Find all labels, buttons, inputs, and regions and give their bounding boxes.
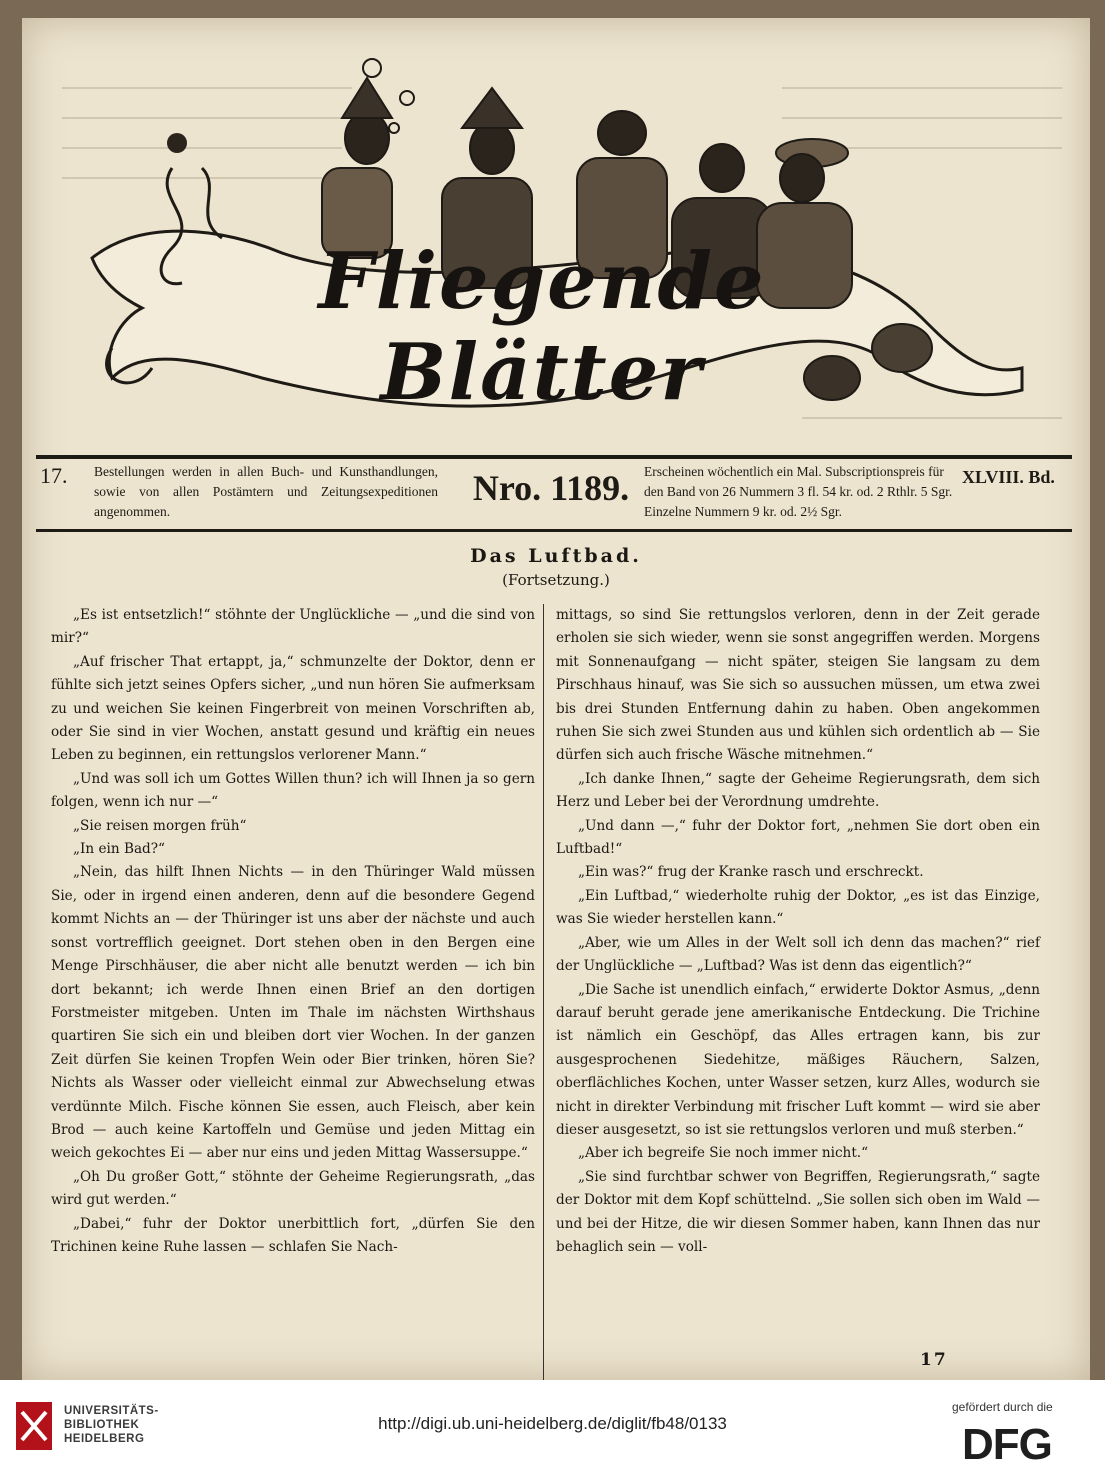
paragraph: „Es ist entsetzlich!“ stöhnte der Unglückliche — „und die sind von mir?“ xyxy=(51,607,535,647)
issue-number: Nro. 1189. xyxy=(472,468,630,508)
paragraph: „Nein, das hilft Ihnen Nichts — in den Thüringer Wald müssen Sie, oder in irgend einen anderen, denn auf die besondere Gegend kommt Nichts an — der Thüringer ist uns aber der nächste und auch sonst vortrefflich geeignet. Dort stehen oben in den Bergen eine Menge Pirschhäuser, die aber nicht alle benutzt werden — ich bin dort bekannt; ich werde Ihnen einen Brief an den dortigen Forstmeister mitgeben. Unten im Thale im nächsten Wirthshaus quartiren Sie sich ein und bleiben dort vier Wochen. In der ganzen Zeit dürfen Sie keinen Tropfen Wein oder Bier trinken, hören Sie? Nichts als Wasser oder vielleicht einmal zur Abwechselung etwas verdünnte Milch. Fische können Sie essen, auch Fleisch, aber kein Brod — auch keine Kartoffeln und Gemüse und jeden Mittag ein weich gekochtes Ei — aber nur eins und jeden Mittag Wassersuppe.“ xyxy=(51,864,535,1162)
masthead-title: Fliegende Blätter xyxy=(318,236,766,418)
paragraph: „Auf frischer That ertappt, ja,“ schmunzelte der Doktor, denn er fühlte sich jetzt seines Opfers sicher, „und nun hören Sie aufmerksam zu und weichen Sie keinen Fingerbreit von meinen Vorschriften ab, oder Sie sind in vier Wochen, anstatt gesund und kräftig ein neues Leben zu beginnen, ein rettungslos verlorener Mann.“ xyxy=(51,653,535,764)
band-label: XLVIII. Bd. xyxy=(962,467,1055,487)
article-subtitle: (Fortsetzung.) xyxy=(502,571,610,589)
right-column xyxy=(556,604,1040,1259)
paragraph: „Sie reisen morgen früh“ xyxy=(73,817,247,834)
paragraph: „In ein Bad?“ xyxy=(73,841,165,858)
paragraph: „Dabei,“ fuhr der Doktor unerbittlich fort, „dürfen Sie den Trichinen keine Ruhe lassen — schlafen Sie Nach- xyxy=(51,1215,535,1255)
paragraph: „Ich danke Ihnen,“ sagte der Geheime Regierungsrath, dem sich Herz und Leber bei der Verordnung umdrehte. xyxy=(556,770,1040,811)
page-number: 17 xyxy=(920,1350,948,1370)
newspaper-page xyxy=(22,18,1090,1380)
left-column xyxy=(51,604,535,1259)
paragraph: „Und dann —,“ fuhr der Doktor fort, „nehmen Sie dort oben ein Luftbad!“ xyxy=(556,817,1040,858)
paragraph: „Aber ich begreife Sie noch immer nicht.“ xyxy=(578,1145,869,1162)
paragraph: „Und was soll ich um Gottes Willen thun? ich will Ihnen ja so gern folgen, wenn ich nur —“ xyxy=(51,770,535,811)
masthead xyxy=(22,18,1090,450)
viewer-footer xyxy=(0,1380,1105,1473)
article-title: Das Luftbad. xyxy=(470,545,642,567)
paragraph: „Die Sache ist unendlich einfach,“ erwiderte Doktor Asmus, „denn darauf beruht gerade jene amerikanische Entdeckung. Die Trichine ist nämlich ein Geschöpf, das Alles ertragen kann, bis zur ausgesprochenen Siedehitze, mäßiges Räuchern, Salzen, oberflächliches Kochen, unter Wasser setzen, kurz Alles, wodurch sie nicht in direkter Verbindung mit frischer Luft kommt — wird sie aber dieser ausgesetzt, so ist sie rettungslos verloren und muß sterben.“ xyxy=(556,981,1040,1138)
subscription-bar xyxy=(36,461,1072,527)
subscription-notice: Erscheinen wöchentlich ein Mal. Subscriptionspreis für den Band von 26 Nummern 3 fl. 54 kr. od. 2 Rthlr. 5 Sgr. Einzelne Nummern 9 kr. od. 2½ Sgr. xyxy=(644,464,953,519)
library-name: UNIVERSITÄTS- BIBLIOTHEK HEIDELBERG xyxy=(64,1405,159,1445)
paragraph: „Ein Luftbad,“ wiederholte ruhig der Doktor, „es ist das Einzige, was Sie wieder herstellen kann.“ xyxy=(556,887,1040,928)
orders-notice: Bestellungen werden in allen Buch- und Kunsthandlungen, sowie von allen Postämtern und Zeitungsexpeditionen angenommen. xyxy=(94,464,438,519)
funding-note: gefördert durch die xyxy=(952,1400,1053,1414)
paragraph: mittags, so sind Sie rettungslos verloren, denn in der Zeit gerade erholen sie sich wieder, wenn sie sonst angegriffen werden. Morgens mit Sonnenaufgang — nicht später, steigen Sie langsam zu dem Pirschhaus hinauf, was Sie sich so aussuchen müssen, um etwa zwei bis drei Stunden Entfernung dahin zu haben. Oben angekommen ruhen Sie sich zwei Stunden aus und kühlen sich ordentlich ab — Sie dürfen sich auch frische Wäsche mitnehmen.“ xyxy=(556,607,1040,764)
dfg-logo: DFG xyxy=(962,1420,1052,1469)
paragraph: „Ein was?“ frug der Kranke rasch und erschreckt. xyxy=(578,864,924,881)
bottom-rule xyxy=(36,529,1072,532)
column-divider xyxy=(543,604,544,1380)
paragraph: „Sie sind furchtbar schwer von Begriffen, Regierungsrath,“ sagte der Doktor mit dem Kopf schüttelnd. „Sie sollen sich oben im Wald — und bei der Hitze, die wir diesen Sommer haben, kann Ihnen das nur behaglich sein — voll- xyxy=(556,1168,1040,1255)
paragraph: „Aber, wie um Alles in der Welt soll ich denn das machen?“ rief der Unglückliche — „Luftbad? Was ist denn das eigentlich?“ xyxy=(556,934,1040,975)
top-rule xyxy=(36,455,1072,459)
paragraph: „Oh Du großer Gott,“ stöhnte der Geheime Regierungsrath, „das wird gut werden.“ xyxy=(51,1168,535,1209)
permalink-url[interactable]: http://digi.ub.uni-heidelberg.de/diglit/fb48/0133 xyxy=(378,1414,727,1433)
volume-number: 17. xyxy=(40,463,68,488)
